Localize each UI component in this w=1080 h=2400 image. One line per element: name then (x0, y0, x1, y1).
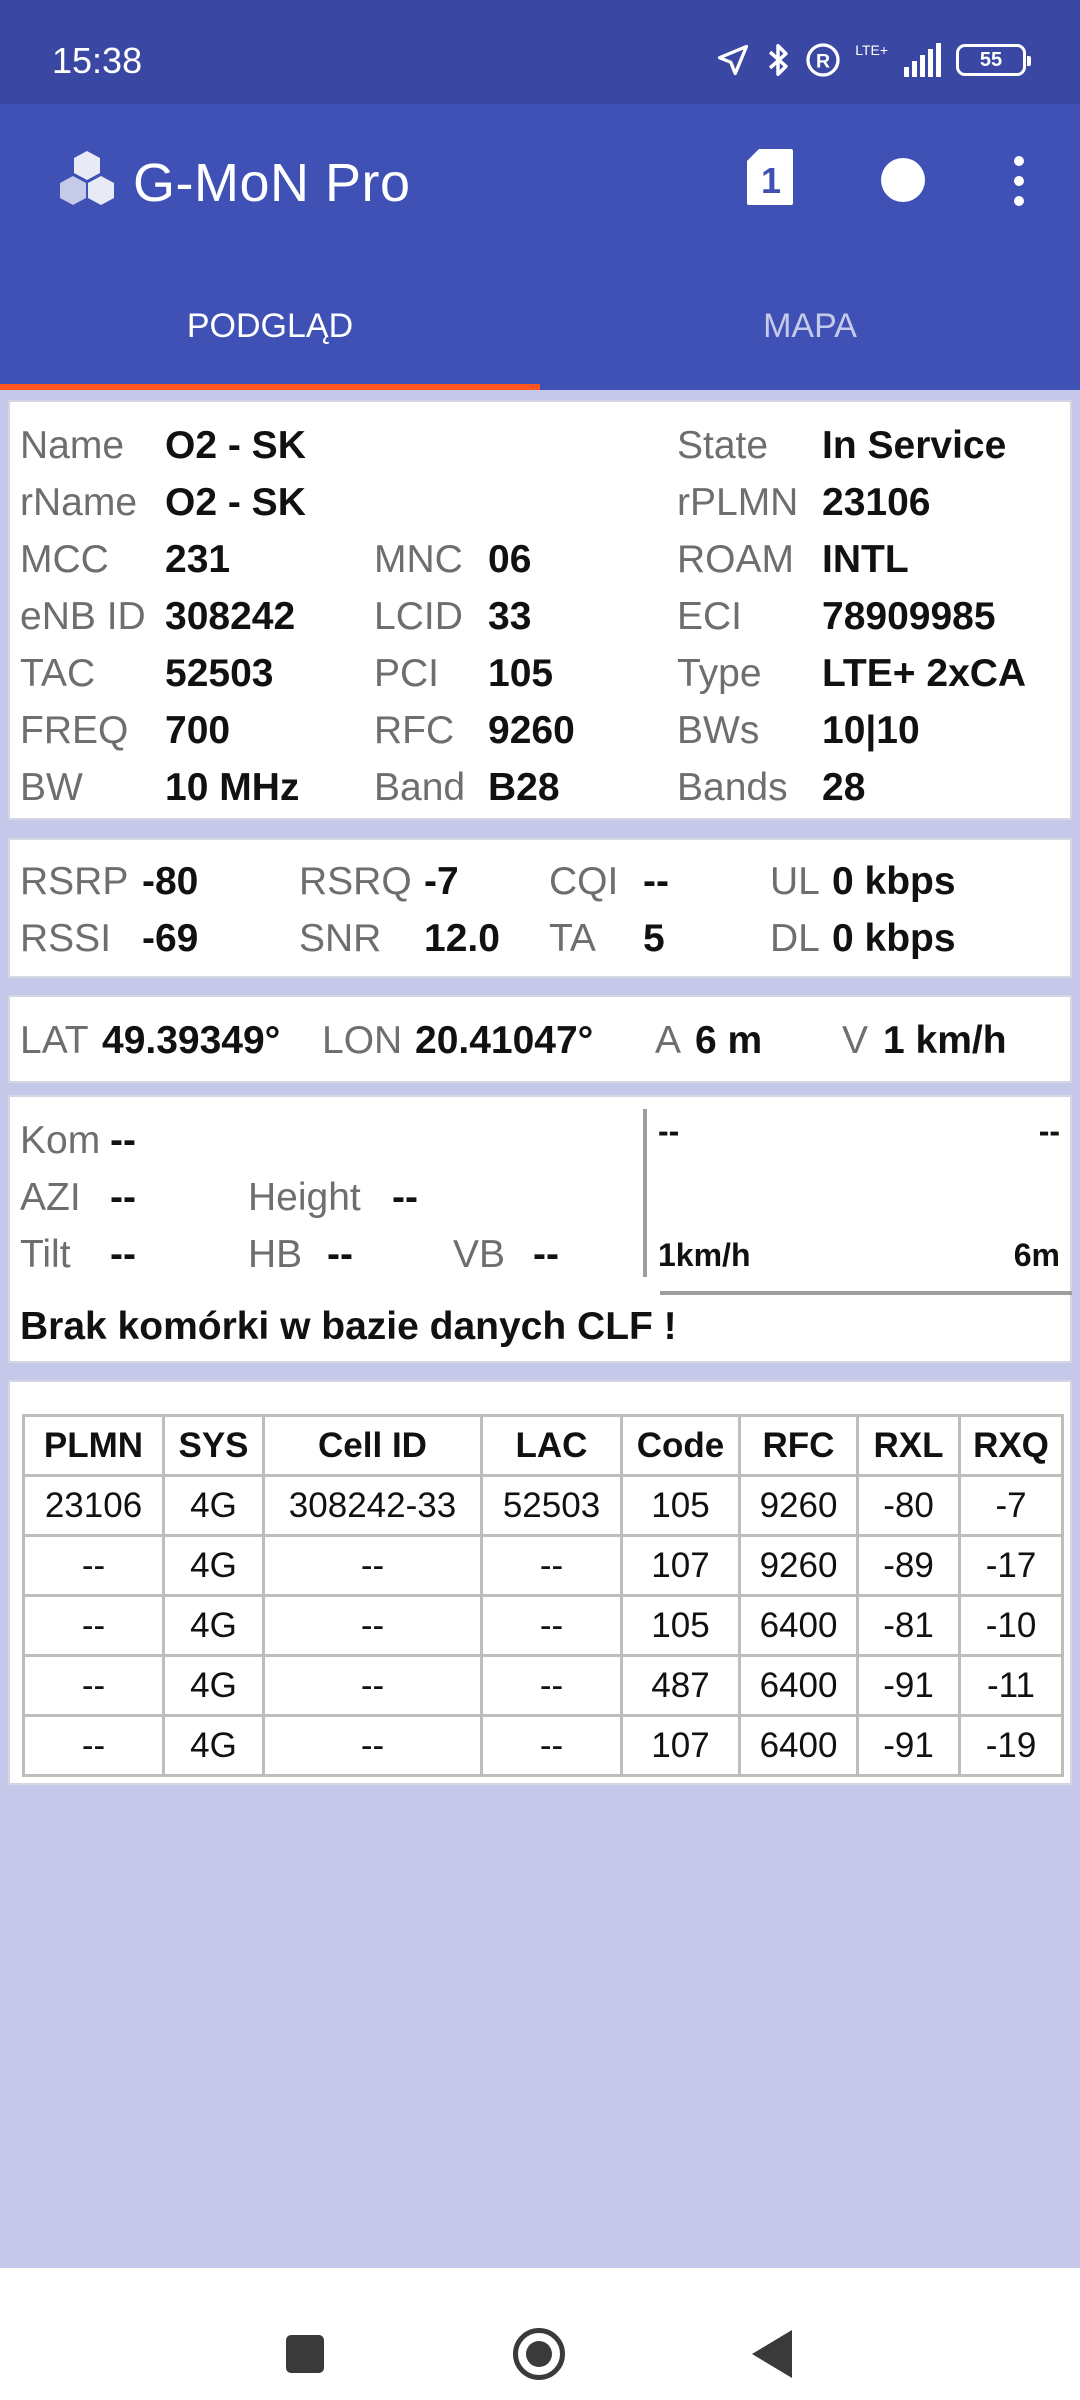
cell-code: 487 (622, 1656, 740, 1716)
cell-rfc: 6400 (740, 1716, 858, 1776)
cell-rfc: 6400 (740, 1656, 858, 1716)
table-row (24, 1536, 1063, 1596)
freq-value: 700 (165, 709, 231, 752)
serving-cell-panel (8, 400, 1072, 820)
name-label: Name (20, 424, 125, 467)
rname-label: rName (20, 481, 138, 524)
vb-label: VB (453, 1233, 506, 1276)
rssi-value: -69 (142, 917, 199, 960)
bws-value: 10|10 (822, 709, 920, 752)
cell-code: 107 (622, 1716, 740, 1776)
lcid-value: 33 (488, 595, 532, 638)
accuracy-label: A (655, 1019, 682, 1062)
cell-cell-id: -- (264, 1656, 482, 1716)
freq-label: FREQ (20, 709, 129, 752)
cell-cell-id: 308242-33 (264, 1476, 482, 1536)
bluetooth-icon (765, 41, 791, 79)
cell-lac: -- (482, 1536, 622, 1596)
app-bar (0, 104, 1080, 262)
speed-value: 1 km/h (883, 1019, 1007, 1062)
cell-rxl: -89 (858, 1536, 960, 1596)
cell-rxl: -91 (858, 1656, 960, 1716)
col-sys: SYS (164, 1416, 264, 1476)
tac-value: 52503 (165, 652, 274, 695)
tab-mapa[interactable]: MAPA (763, 306, 857, 345)
tilt-value: -- (110, 1233, 136, 1276)
table-row (24, 1476, 1063, 1536)
rfc-label: RFC (374, 709, 455, 752)
cell-lac: -- (482, 1596, 622, 1656)
cell-rxl: -91 (858, 1716, 960, 1776)
col-code: Code (622, 1416, 740, 1476)
azi-label: AZI (20, 1176, 81, 1219)
col-rxq: RXQ (960, 1416, 1063, 1476)
enb-label: eNB ID (20, 595, 146, 638)
tab-bar (0, 262, 1080, 390)
hexagon-cluster-logo (52, 148, 122, 218)
cell-rxl: -80 (858, 1476, 960, 1536)
bands-value: 28 (822, 766, 866, 809)
record-dot-icon[interactable] (881, 158, 925, 202)
state-value: In Service (822, 424, 1007, 467)
lcid-label: LCID (374, 595, 463, 638)
signal-bars-icon (902, 43, 942, 77)
cell-lac: -- (482, 1656, 622, 1716)
cell-lac: -- (482, 1716, 622, 1776)
horizontal-divider (660, 1291, 1072, 1295)
ta-label: TA (549, 917, 596, 960)
status-icons (715, 40, 1026, 80)
hb-label: HB (248, 1233, 303, 1276)
cqi-label: CQI (549, 860, 619, 903)
band-label: Band (374, 766, 466, 809)
cell-plmn: -- (24, 1656, 164, 1716)
roam-value: INTL (822, 538, 909, 581)
tac-label: TAC (20, 652, 96, 695)
name-value: O2 - SK (165, 424, 306, 467)
sim-card-icon[interactable] (747, 149, 793, 205)
rsrq-label: RSRQ (299, 860, 412, 903)
col-rfc: RFC (740, 1416, 858, 1476)
svg-text:R: R (816, 50, 831, 73)
square-recents-icon[interactable] (286, 2335, 324, 2373)
neighbor-table (22, 1414, 1064, 1777)
dl-value: 0 kbps (832, 917, 956, 960)
rplmn-value: 23106 (822, 481, 931, 524)
ul-value: 0 kbps (832, 860, 956, 903)
roam-label: ROAM (677, 538, 794, 581)
status-bar (0, 0, 1080, 104)
eci-value: 78909985 (822, 595, 996, 638)
vertical-divider (643, 1109, 647, 1277)
type-value: LTE+ 2xCA (822, 652, 1027, 695)
rplmn-label: rPLMN (677, 481, 799, 524)
kom-label: Kom (20, 1119, 101, 1162)
cell-code: 107 (622, 1536, 740, 1596)
state-label: State (677, 424, 769, 467)
battery-icon (956, 44, 1026, 76)
roaming-r-icon (805, 42, 841, 78)
cell-sys: 4G (164, 1476, 264, 1536)
location-arrow-icon (715, 42, 751, 78)
lon-label: LON (322, 1019, 403, 1062)
azi-value: -- (110, 1176, 136, 1219)
cell-sys: 4G (164, 1656, 264, 1716)
rsrq-value: -7 (424, 860, 459, 903)
col-cell-id: Cell ID (264, 1416, 482, 1476)
clf-message: Brak komórki w bazie danych CLF ! (20, 1305, 677, 1348)
table-row (24, 1716, 1063, 1776)
cell-sys: 4G (164, 1716, 264, 1776)
pci-label: PCI (374, 652, 440, 695)
col-rxl: RXL (858, 1416, 960, 1476)
tab-podglad[interactable]: PODGLĄD (0, 262, 540, 390)
table-header-row (24, 1416, 1063, 1476)
rssi-label: RSSI (20, 917, 112, 960)
mcc-label: MCC (20, 538, 109, 581)
mnc-value: 06 (488, 538, 532, 581)
dl-label: DL (770, 917, 820, 960)
height-value: -- (392, 1176, 418, 1219)
ta-value: 5 (643, 917, 665, 960)
cell-rfc: 9260 (740, 1476, 858, 1536)
cell-plmn: -- (24, 1716, 164, 1776)
cell-rxq: -11 (960, 1656, 1063, 1716)
cell-cell-id: -- (264, 1716, 482, 1776)
col-plmn: PLMN (24, 1416, 164, 1476)
network-type-label: LTE+ (855, 42, 888, 58)
ul-label: UL (770, 860, 820, 903)
band-value: B28 (488, 766, 560, 809)
mini-speed: 1km/h (658, 1237, 751, 1273)
bands-label: Bands (677, 766, 788, 809)
neighbor-cells-panel (8, 1380, 1072, 1785)
rfc-value: 9260 (488, 709, 575, 752)
system-nav-bar (0, 2268, 1080, 2400)
more-vert-icon[interactable] (1001, 156, 1037, 206)
cell-rxq: -19 (960, 1716, 1063, 1776)
cell-lac: 52503 (482, 1476, 622, 1536)
triangle-back-icon[interactable] (752, 2330, 792, 2378)
battery-level: 55 (979, 48, 1003, 71)
rsrp-label: RSRP (20, 860, 129, 903)
lat-value: 49.39349° (102, 1019, 281, 1062)
signal-panel (8, 838, 1072, 978)
cell-plmn: 23106 (24, 1476, 164, 1536)
app-title: G-MoN Pro (133, 153, 411, 213)
mini-top-left: -- (658, 1113, 680, 1149)
cqi-value: -- (643, 860, 669, 903)
cell-rxq: -17 (960, 1536, 1063, 1596)
type-label: Type (677, 652, 762, 695)
kom-value: -- (110, 1119, 136, 1162)
hb-value: -- (327, 1233, 353, 1276)
accuracy-value: 6 m (695, 1019, 763, 1062)
cell-plmn: -- (24, 1536, 164, 1596)
sim-number: 1 (760, 160, 782, 201)
rname-value: O2 - SK (165, 481, 306, 524)
bw-label: BW (20, 766, 83, 809)
snr-label: SNR (299, 917, 382, 960)
lat-label: LAT (20, 1019, 89, 1062)
cell-cell-id: -- (264, 1536, 482, 1596)
snr-value: 12.0 (424, 917, 500, 960)
table-row (24, 1656, 1063, 1716)
cell-code: 105 (622, 1596, 740, 1656)
height-label: Height (248, 1176, 361, 1219)
tilt-label: Tilt (20, 1233, 71, 1276)
circle-home-icon[interactable] (513, 2328, 565, 2380)
col-lac: LAC (482, 1416, 622, 1476)
cell-rxq: -7 (960, 1476, 1063, 1536)
bw-value: 10 MHz (165, 766, 300, 809)
cell-cell-id: -- (264, 1596, 482, 1656)
location-panel (8, 995, 1072, 1083)
bws-label: BWs (677, 709, 760, 752)
table-row (24, 1596, 1063, 1656)
speed-label: V (842, 1019, 869, 1062)
cell-sys: 4G (164, 1536, 264, 1596)
rsrp-value: -80 (142, 860, 199, 903)
mini-distance: 6m (1013, 1237, 1060, 1273)
mini-top-right: -- (1038, 1113, 1060, 1149)
mnc-label: MNC (374, 538, 463, 581)
cell-db-panel (8, 1095, 1072, 1363)
vb-value: -- (533, 1233, 559, 1276)
mcc-value: 231 (165, 538, 231, 581)
cell-rxl: -81 (858, 1596, 960, 1656)
cell-plmn: -- (24, 1596, 164, 1656)
clock: 15:38 (52, 40, 143, 81)
cell-rfc: 6400 (740, 1596, 858, 1656)
pci-value: 105 (488, 652, 554, 695)
lon-value: 20.41047° (415, 1019, 594, 1062)
cell-rxq: -10 (960, 1596, 1063, 1656)
cell-code: 105 (622, 1476, 740, 1536)
cell-rfc: 9260 (740, 1536, 858, 1596)
cell-sys: 4G (164, 1596, 264, 1656)
eci-label: ECI (677, 595, 743, 638)
enb-value: 308242 (165, 595, 296, 638)
